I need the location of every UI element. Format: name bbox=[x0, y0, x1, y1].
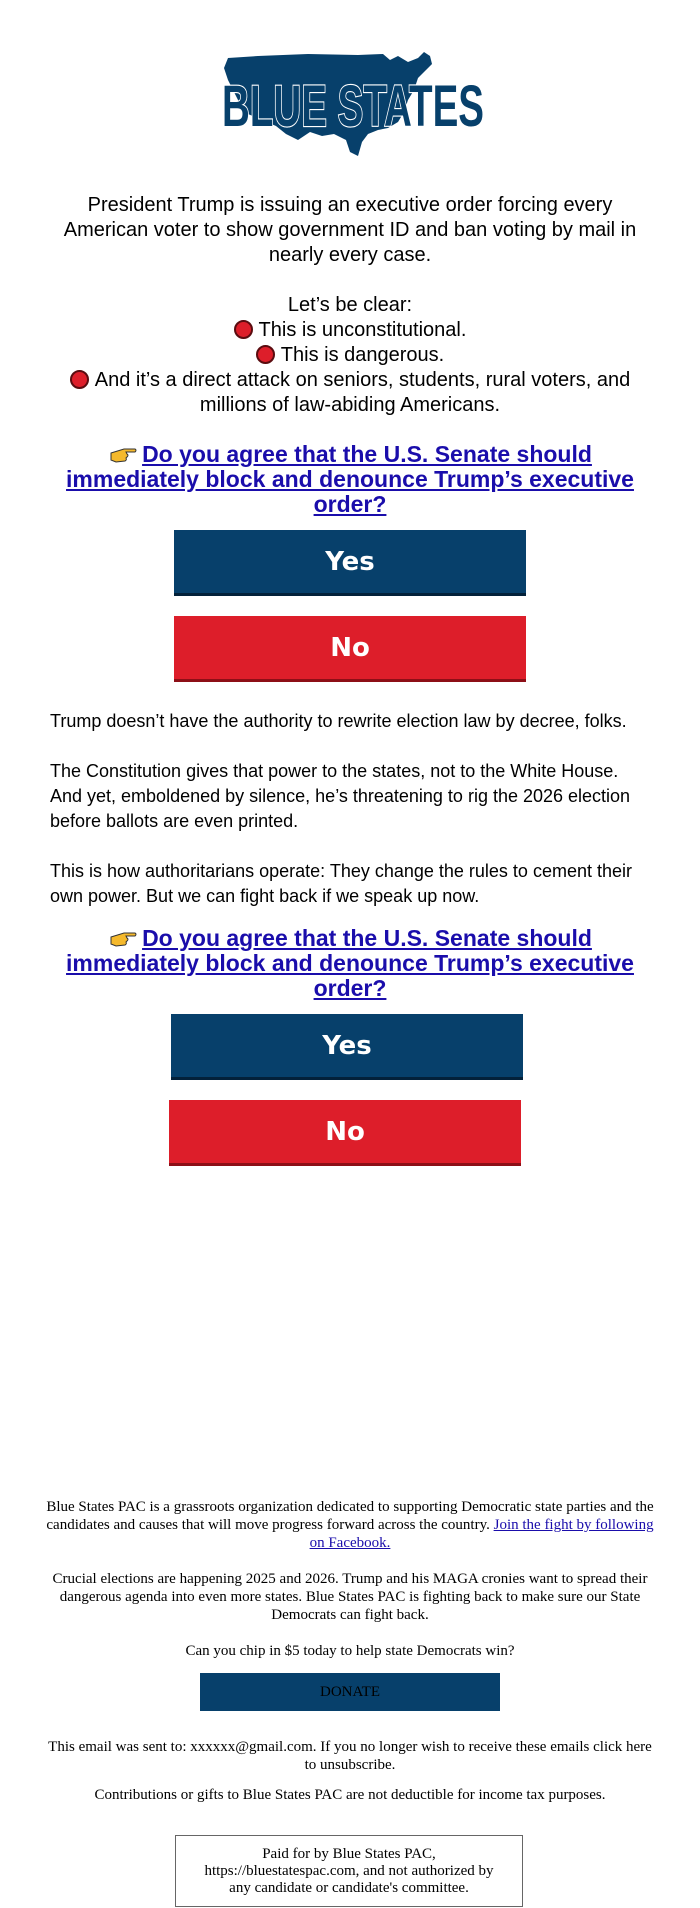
yes-button-2[interactable]: Yes bbox=[171, 1014, 523, 1080]
donate-button[interactable]: DONATE bbox=[200, 1673, 500, 1711]
paid-for-box bbox=[175, 1835, 523, 1907]
footer-about bbox=[45, 1498, 655, 1552]
facebook-link[interactable]: Join the fight by following on Facebook. bbox=[309, 1517, 654, 1551]
question-text-1: Do you agree that the U.S. Senate should immediately block and denounce Trump’s executive order? bbox=[66, 441, 634, 517]
no-button-2[interactable]: No bbox=[169, 1100, 521, 1166]
clear-lead: Let’s be clear: bbox=[287, 294, 413, 316]
question-link-2[interactable] bbox=[66, 925, 634, 1001]
brand-wordmark: BLUE STATES bbox=[222, 74, 484, 139]
tax-text: Contributions or gifts to Blue States PAC are not deductible for income tax purposes. bbox=[94, 1787, 606, 1803]
question-link-1[interactable] bbox=[66, 441, 634, 517]
point-1-text: This is unconstitutional. bbox=[258, 319, 467, 341]
question-text-2: Do you agree that the U.S. Senate should immediately block and denounce Trump’s executive order? bbox=[66, 925, 634, 1001]
question-heading-2 bbox=[55, 926, 645, 1001]
us-map-icon bbox=[218, 50, 488, 160]
point-1 bbox=[60, 318, 640, 343]
point-3-text: And it’s a direct attack on seniors, students, rural voters, and millions of law-abiding Americans. bbox=[94, 369, 631, 416]
red-circle-icon bbox=[256, 345, 275, 364]
clear-section bbox=[60, 293, 640, 418]
footer-sent-to bbox=[45, 1738, 655, 1774]
body-text-1: Trump doesn’t have the authority to rewrite election law by decree, folks. bbox=[50, 711, 627, 731]
chip-in-text: Can you chip in $5 today to help state Democrats win? bbox=[185, 1643, 515, 1659]
body-paragraph-1 bbox=[50, 709, 650, 734]
red-circle-icon bbox=[234, 320, 253, 339]
footer-tax bbox=[45, 1786, 655, 1804]
no-button-1[interactable]: No bbox=[174, 616, 526, 682]
intro-paragraph bbox=[60, 193, 640, 268]
pointing-hand-icon bbox=[108, 926, 138, 951]
point-2-text: This is dangerous. bbox=[280, 344, 445, 366]
footer-chip-in bbox=[45, 1642, 655, 1660]
question-heading-1 bbox=[55, 442, 645, 517]
point-3 bbox=[60, 368, 640, 418]
footer-about-text bbox=[45, 1498, 655, 1552]
pointing-hand-icon bbox=[108, 442, 138, 467]
body-paragraph-2 bbox=[50, 759, 650, 834]
elections-text: Crucial elections are happening 2025 and 2026. Trump and his MAGA cronies want to spread their dangerous agenda into even more states. Blue States PAC is fighting back to make sure our State Democrats can fight back. bbox=[52, 1571, 648, 1623]
yes-button-1[interactable]: Yes bbox=[174, 530, 526, 596]
point-2 bbox=[60, 343, 640, 368]
footer-elections bbox=[45, 1570, 655, 1624]
about-text: Blue States PAC is a grassroots organization dedicated to supporting Democratic state parties and the candidates and causes that will move progress forward across the country. bbox=[46, 1499, 654, 1533]
intro-text: President Trump is issuing an executive order forcing every American voter to show government ID and ban voting by mail in nearly every case. bbox=[63, 194, 637, 266]
sent-to-text[interactable]: This email was sent to: xxxxxx@gmail.com. If you no longer wish to receive these emails click here to unsubscribe. bbox=[48, 1739, 652, 1773]
red-circle-icon bbox=[70, 370, 89, 389]
paid-for-text: Paid for by Blue States PAC, https://bluestatespac.com, and not authorized by any candidate or candidate's committee. bbox=[204, 1845, 494, 1896]
body-text-3: This is how authoritarians operate: They change the rules to cement their own power. But we can fight back if we speak up now. bbox=[50, 861, 632, 906]
body-paragraph-3 bbox=[50, 859, 650, 909]
blue-states-logo bbox=[218, 50, 488, 160]
body-text-2: The Constitution gives that power to the states, not to the White House. And yet, emboldened by silence, he’s threatening to rig the 2026 election before ballots are even printed. bbox=[50, 761, 631, 831]
